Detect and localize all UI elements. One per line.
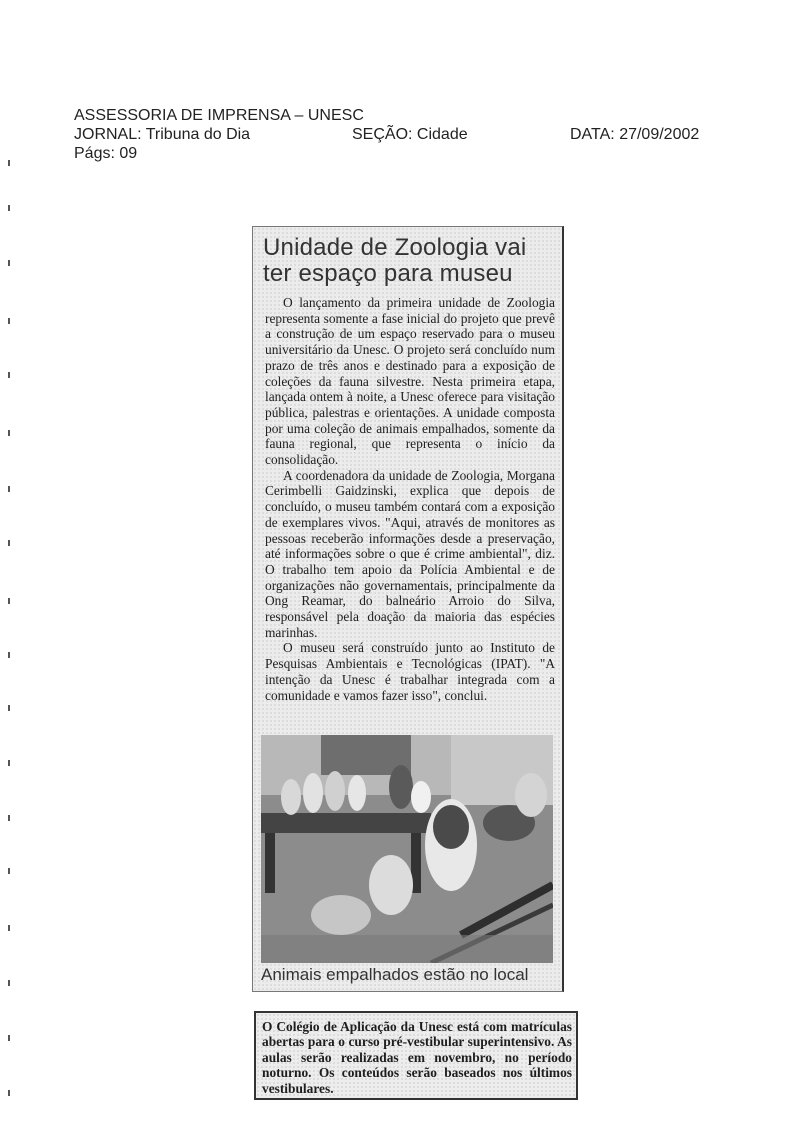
article-paragraph-1: O lançamento da primeira unidade de Zoologia representa somente a fase inicial do projeto que prevê a construção de um espaço reservado para o museu universitário da Unesc. O projeto será concluído num prazo de três anos e destinado para a exposição de coleções da fauna silvestre. Nesta primeira etapa, lançada ontem à noite, a Unesc oferece para visitação pública, palestras e orientações. A unidade composta por uma coleção de animais empalhados, somente da fauna regional, que representa o início da consolidação. bbox=[265, 295, 555, 468]
header-pages: Págs: 09 bbox=[74, 145, 138, 162]
article-paragraph-2: A coordenadora da unidade de Zoologia, Morgana Cerimbelli Gaidzinski, explica que depois de concluído, o museu também contará com a exposição de exemplares vivos. "Aqui, através de monitores as pessoas receberão informações desde a preservação, até informações sobre o que é crime ambiental", diz. O trabalho tem apoio da Polícia Ambiental e de organizações não governamentais, principalmente da Ong Reamar, do balneário Arroio do Silva, responsável pela doação da maioria das espécies marinhas. bbox=[265, 467, 555, 640]
photo-caption: Animais empalhados estão no local bbox=[261, 965, 529, 984]
scan-edge-marks bbox=[0, 0, 18, 1131]
header-row-source bbox=[74, 125, 714, 144]
article-body bbox=[265, 295, 555, 703]
header-jornal: JORNAL: Tribuna do Dia bbox=[74, 126, 251, 143]
headline-line-2: ter espaço para museu bbox=[263, 260, 513, 287]
article-photo bbox=[261, 735, 553, 963]
headline-line-1: Unidade de Zoologia vai bbox=[263, 234, 527, 261]
header-date: DATA: 27/09/2002 bbox=[570, 126, 700, 143]
notice-box bbox=[254, 1011, 578, 1100]
header-office: ASSESSORIA DE IMPRENSA – UNESC bbox=[74, 107, 364, 124]
article-paragraph-3: O museu será construído junto ao Instituto de Pesquisas Ambientais e Tecnológicas (IPAT). "A intenção da Unesc é trabalhar integrada com a comunidade e vamos fazer isso", conclui. bbox=[265, 640, 555, 703]
header-secao: SEÇÃO: Cidade bbox=[352, 126, 468, 143]
clipping-header bbox=[74, 106, 714, 163]
article-headline bbox=[263, 235, 555, 287]
exhibit-photo-illustration bbox=[261, 735, 553, 963]
notice-text: O Colégio de Aplicação da Unesc está com matrículas abertas para o curso pré-vestibular superintensivo. As aulas serão realizadas em novembro, no período noturno. Os conteúdos serão baseados nos últimos vestibulares. bbox=[262, 1019, 572, 1096]
newspaper-clipping bbox=[252, 226, 564, 992]
